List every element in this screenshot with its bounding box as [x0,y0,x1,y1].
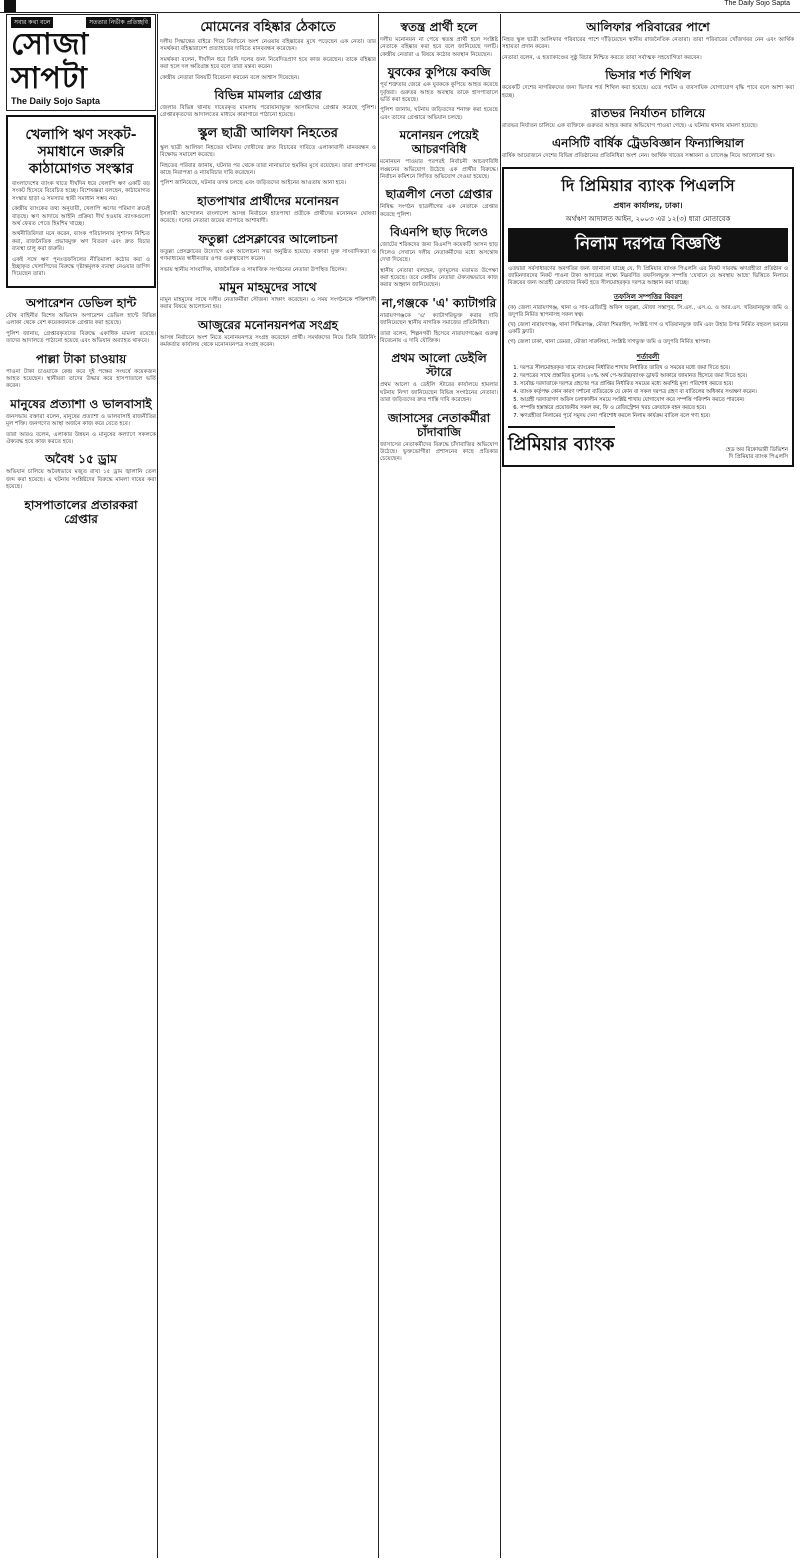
running-head: The Daily Sojo Sapta [724,0,790,7]
terms-item: 4. ব্যাংক কর্তৃপক্ষ কোন কারণ দর্শানো ব্যতিরেকে যে কোন বা সকল দরপত্র গ্রহণ বা বাতিলের অধিকার সংরক্ষণ করেন। [520,389,788,396]
article [12,127,150,279]
article-headline: স্কুল ছাত্রী আলিফা নিহতের [198,125,338,141]
article [502,106,794,130]
top-rule [0,0,800,13]
article-headline: বিভিন্ন মামলার গ্রেপ্তার [214,88,322,103]
article-headline: মোমেনের বহিষ্কার ঠেকাতে [200,20,336,35]
article-paragraph: সভায় স্থানীয় সাংবাদিক, রাজনৈতিক ও সামাজিক সংগঠনের নেতারা উপস্থিত ছিলেন। [160,266,347,273]
article [380,225,498,289]
article-headline: ফতুল্লা প্রেসক্লাবের আলোচনা [198,231,338,246]
article-headline: ছাত্রলীগ নেতা গ্রেপ্তার [385,187,493,202]
article [502,68,794,100]
article [160,20,376,82]
column-rule [500,14,501,1558]
article [380,411,498,464]
article-paragraph: পুলিশ জানায়, গ্রেপ্তারকৃতদের বিরুদ্ধে একাধিক মামলা রয়েছে। তাদের আদালতে পাঠানো হয়েছে এবং অভিযান অব্যাহত থাকবে। [6,330,156,345]
newspaper-subtitle: The Daily Sojo Sapta [11,96,101,106]
article-headline: মানুষের প্রত্যাশা ও ভালবাসাই [10,396,152,411]
article [380,128,498,181]
article-paragraph: তারা বলেন, শিল্পনগরী হিসেবে নারায়ণগঞ্জের গুরুত্ব বিবেচনায় এ দাবি যৌক্তিক। [380,330,498,344]
article-paragraph: একই সঙ্গে ঋণ পুনঃতফসিলের নীতিমালা কঠোর করা ও ইচ্ছাকৃত খেলাপিদের বিরুদ্ধে দৃষ্টান্তমূলক ব্যবস্থা নেওয়ার তাগিদ দিয়েছেন তারা। [12,256,150,278]
article [160,232,376,274]
article [502,20,794,62]
terms-item: 6. সম্পত্তি হস্তান্তরে প্রয়োজনীয় সকল কর, ফি ও রেজিস্ট্রেশন খরচ ক্রেতাকে বহন করতে হবে। [520,405,788,412]
terms-item: 3. সর্বোচ্চ দরদাতাকে দরপত্র গ্রহণের পত্র প্রাপ্তির নির্ধারিত সময়ের মধ্যে অবশিষ্ট মূল্য পরিশোধ করতে হবে। [520,381,788,388]
article-paragraph: জনসভায় বক্তারা বলেন, মানুষের প্রত্যাশা ও ভালবাসাই রাজনীতির মূল শক্তি। জনগণের আস্থা অর্জনে কাজ করে যেতে হবে। [6,413,156,428]
article-paragraph: কেন্দ্রীয় ব্যাংকের তথ্য অনুযায়ী, খেলাপি ঋণের পরিমাণ ক্রমেই বাড়ছে। ঋণ আদায়ে আইনি প্রক্রিয়া দীর্ঘ হওয়ায় ব্যাংকগুলো অর্থ ফেরত পেতে হিমশিম খাচ্ছে। [12,206,150,228]
article-headline: মনোনয়ন পেয়েই আচরণবিধি [399,128,479,157]
article-paragraph: পাওনা টাকা চাওয়াকে কেন্দ্র করে দুই পক্ষের সংঘর্ষে কয়েকজন আহত হয়েছেন। স্থানীয়রা তাদের উদ্ধার করে হাসপাতালে ভর্তি করেন। [6,368,156,390]
article [380,296,498,346]
article-paragraph: স্থানীয় নেতারা বলছেন, তৃণমূলের মতামত উপেক্ষা করা হয়েছে। তবে কেন্দ্রীয় নেতারা ঐক্যবদ্ধভাবে কাজ করার আহ্বান জানিয়েছেন। [380,267,498,289]
column-1 [6,14,156,1558]
article-paragraph: মামুন মাহমুদের সাথে দলীয় নেতাকর্মীরা সৌজন্য সাক্ষাৎ করেছেন। এ সময় সংগঠনকে শক্তিশালী করার বিষয়ে আলোচনা হয়। [160,296,376,311]
article [160,126,376,188]
article-paragraph: স্কুল ছাত্রী আলিফা নিহতের ঘটনায় দোষীদের দ্রুত বিচারের দাবিতে এলাকাবাসী মানববন্ধন ও বিক্ষোভ সমাবেশ করেছে। [160,144,376,159]
article-paragraph: দলীয় সিদ্ধান্তের বাইরে গিয়ে নির্বাচনে অংশ নেওয়ায় বহিষ্কারের মুখে পড়েছেন এক নেতা। তার সমর্থকরা বহিষ্কারাদেশ প্রত্যাহারের দাবিতে মানববন্ধন করেছেন। [160,39,376,53]
article-headline: রাতভর নির্যাতন চালিয়ে [590,106,706,121]
ad-law-reference: অর্থঋণ আদালত আইন, ২০০৩ এর ১২(৩) ধারা মোতাবেক [565,214,731,223]
article-paragraph: জোটের শরিকদের জন্য বিএনপি কয়েকটি আসন ছাড় দিলেও সেখানে দলীয় নেতাকর্মীদের মধ্যে অসন্তোষ দেখা দিয়েছে। [380,242,498,264]
column-rule [378,14,379,1558]
article-headline: আলিফার পরিবারের পাশে [586,20,710,34]
article-paragraph: নারায়ণগঞ্জকে 'এ' ক্যাটাগরিভুক্ত করার দাবি জানিয়েছেন স্থানীয় নাগরিক সমাজের প্রতিনিধিরা। [380,312,498,327]
article-headline: মামুন মাহমুদের সাথে [219,279,317,294]
column-3 [380,14,498,1558]
article-paragraph: রাতভর নির্যাতন চালিয়ে এক ব্যক্তিকে গুরুতর আহত করার অভিযোগ পাওয়া গেছে। এ ঘটনায় থানায় মামলা হয়েছে। [502,123,758,130]
article-paragraph: প্রথম আলো ও ডেইলি স্টারের কার্যালয়ে হামলার ঘটনায় নিন্দা জানিয়েছেন বিভিন্ন সংগঠনের নেতারা। তারা জড়িতদের দ্রুত শাস্তি দাবি করেছেন। [380,382,498,404]
article-headline: অবৈধ ১৫ ড্রাম [45,452,117,467]
ad-title-banner: নিলাম দরপত্র বিজ্ঞপ্তি [508,228,788,262]
article-paragraph: বাংলাদেশের ব্যাংক খাতে দীর্ঘদিন ধরে খেলাপি ঋণ একটি বড় সংকট হিসেবে বিবেচিত হচ্ছে। বিশেষজ্ঞরা বলছেন, কাঠামোগত সংস্কার ছাড়া এ সমস্যার স্থায়ী সমাধান সম্ভব নয়। [12,181,150,202]
newspaper-logo: সোজা সাপটা [11,27,90,96]
article-paragraph: মনোনয়ন পাওয়ার পরপরই নির্বাচনী আচরণবিধি লঙ্ঘনের অভিযোগ উঠেছে এক প্রার্থীর বিরুদ্ধে। নির্বাচন কমিশনে লিখিত অভিযোগ দেওয়া হয়েছে। [380,159,498,181]
article-headline: জাসাসের নেতাকর্মীরা চাঁদাবাজি [387,410,491,439]
ad-schedule-heading: তফসিল সম্পত্তির বিবরণ [613,292,683,301]
ad-bank-name: দি প্রিমিয়ার ব্যাংক পিএলসি [561,175,735,195]
article-headline: আজুরের মনোনয়নপত্র সংগ্রহ [198,317,338,332]
article-headline: ভিসার শর্ত শিথিল [605,68,691,83]
article [6,452,156,491]
article-paragraph: পূর্ব শত্রুতার জেরে এক যুবককে কুপিয়ে আহত করেছে দুর্বৃত্তরা। গুরুতর আহত অবস্থায় তাকে হাসপাতালে ভর্তি করা হয়েছে। [380,82,498,104]
article-headline: অপারেশন ডেভিল হান্ট [25,295,137,310]
ad-terms-list [508,365,788,420]
article-paragraph: ফতুল্লা প্রেসক্লাবের উদ্যোগে এক আলোচনা সভা অনুষ্ঠিত হয়েছে। বক্তারা মুক্ত সাংবাদিকতা ও গণমাধ্যমের স্বাধীনতার ওপর গুরুত্বারোপ করেন। [160,248,376,263]
article-paragraph: বার্ষিক আয়োজনে দেশের বিভিন্ন প্রতিষ্ঠানের প্রতিনিধিরা অংশ নেন। আর্থিক খাতের সম্ভাবনা ও চ্যালেঞ্জ নিয়ে আলোচনা হয়। [502,153,775,160]
article-paragraph: দলীয় মনোনয়ন না পেয়ে স্বতন্ত্র প্রার্থী হলে সংশ্লিষ্ট নেতাকে বহিষ্কার করা হবে বলে জানিয়েছে দলটি। কেন্দ্রীয় নেতারা এ বিষয়ে কঠোর অবস্থান নিয়েছেন। [380,37,498,58]
ad-signer: হেড অব রিকোভারী ডিভিশন দি প্রিমিয়ার ব্যাংক পিএলসি [725,446,788,460]
article [6,296,156,346]
ad-signature-block [508,426,788,461]
schedule-item: (খ) জেলা নারায়ণগঞ্জ, থানা সিদ্ধিরগঞ্জ, মৌজা শিমরাইল, সংশ্লিষ্ট দাগ ও খতিয়ানভুক্ত জমি এবং উহার উপর নির্মিত বহুতল ভবনের একটি ফ্ল্যাট। [508,321,788,335]
bank-logo: প্রিমিয়ার ব্যাংক [508,426,615,461]
article [160,318,376,350]
terms-item: 5. আগ্রহী দরদাতাগণ অফিস চলাকালীন সময়ে সংশ্লিষ্ট শাখায় যোগাযোগ করে সম্পত্তি পরিদর্শন করতে পারবেন। [520,397,788,404]
article-paragraph: পুলিশ জানায়, ঘটনায় জড়িতদের শনাক্ত করা হয়েছে এবং তাদের গ্রেপ্তারে অভিযান চলছে। [380,107,498,121]
article [160,194,376,226]
lead-article-box [6,115,156,288]
article-headline: হাসপাতালের প্রতারকরা গ্রেপ্তার [24,497,138,526]
article [160,88,376,120]
article-headline: বিএনপি ছাড় দিলেও [390,225,488,240]
article-paragraph: জাসাসের নেতাকর্মীদের বিরুদ্ধে চাঁদাবাজির অভিযোগ উঠেছে। ভুক্তভোগীরা প্রশাসনের কাছে প্রতিকার চেয়েছেন। [380,441,498,463]
ad-terms-heading: শর্তাবলী [636,352,660,361]
article-paragraph: নেতারা বলেন, এ হত্যাকাণ্ডের সুষ্ঠু বিচার নিশ্চিত করতে তারা সর্বাত্মক সহযোগিতা করবেন। [502,54,702,61]
schedule-item: (গ) জেলা ঢাকা, থানা ডেমরা, মৌজা সারুলিয়া, সংশ্লিষ্ট দাগভুক্ত জমি ও তদুপরি নির্মিত স্থাপনা। [508,338,711,345]
article-paragraph: সমর্থকরা বলেন, দীর্ঘদিন ধরে তিনি দলের জন্য নিবেদিতপ্রাণ হয়ে কাজ করেছেন। তাকে বহিষ্কার করা হলে দল ক্ষতিগ্রস্ত হবে বলে তারা মন্তব্য করেন। [160,56,376,71]
article-headline: এনসিটি বার্ষিক ট্রেডবিজ্ঞান ফিন্যান্সিয়াল [552,136,744,151]
article-paragraph: কয়েকটি দেশের নাগরিকদের জন্য ভিসার শর্ত শিথিল করা হয়েছে। এতে পর্যটন ও ব্যবসায়িক যোগাযোগ বৃদ্ধি পাবে বলে আশা করা হচ্ছে। [502,85,794,99]
article-paragraph: অভিযান চালিয়ে অবৈধভাবে মজুত রাখা ১৫ ড্রাম জ্বালানি তেল জব্দ করা হয়েছে। এ ঘটনায় সংশ্লিষ্টদের বিরুদ্ধে মামলা দায়ের করা হয়েছে। [6,469,156,491]
article-headline: খেলাপি ঋণ সংকট-সমাধানে জরুরি কাঠামোগত সংস্কার [25,127,137,177]
article-headline: না,গঞ্জকে 'এ' ক্যাটাগরি [381,295,497,310]
article [6,498,156,526]
article [502,136,794,160]
article [160,280,376,312]
article-paragraph: অর্থনীতিবিদরা মনে করেন, ব্যাংক পরিচালনায় সুশাসন নিশ্চিত করা, রাজনৈতিক প্রভাবমুক্ত ঋণ বিতরণ এবং দ্রুত বিচার ব্যবস্থা চালু করা জরুরি। [12,231,150,253]
corner-block [4,0,16,12]
article-paragraph: পুলিশ জানিয়েছে, ঘটনার তদন্ত চলছে এবং জড়িতদের আইনের আওতায় আনা হবে। [160,180,347,187]
article-paragraph: আসন্ন নির্বাচনে অংশ নিতে মনোনয়নপত্র সংগ্রহ করেছেন প্রার্থী। সমর্থকদের নিয়ে তিনি রিটার্নিং কর্মকর্তার কার্যালয় থেকে মনোনয়নপত্র সংগ্রহ করেন। [160,334,376,349]
article-paragraph: নিহতের পরিবার জানায়, ঘটনার পর থেকে তারা নানাভাবে হুমকির মুখে রয়েছেন। তারা প্রশাসনের কাছে নিরাপত্তা ও ন্যায়বিচার দাবি করেছেন। [160,162,376,177]
article-headline: প্রথম আলো ডেইলি স্টারে [391,351,487,380]
article [380,20,498,59]
article-paragraph: ইসলামী আন্দোলন বাংলাদেশ আসন্ন নির্বাচনে হাতপাখা প্রতীকে প্রার্থীদের মনোনয়ন ঘোষণা করেছে। দলের নেতারা জয়ের ব্যাপারে আশাবাদী। [160,210,376,225]
article [6,397,156,447]
column-2 [160,14,376,1558]
article [380,351,498,404]
article-headline: পাল্লা টাকা চাওয়ায় [35,351,127,366]
column-rule [157,14,158,1558]
article-paragraph: নিহত স্কুল ছাত্রী আলিফার পরিবারের পাশে দাঁড়িয়েছেন স্থানীয় রাজনৈতিক নেতারা। তারা পরিবারের খোঁজখবর নেন এবং আর্থিক সহায়তা প্রদান করেন। [502,37,794,51]
masthead [6,14,156,111]
article-paragraph: যৌথ বাহিনীর বিশেষ অভিযান অপারেশন ডেভিল হান্টে বিভিন্ন এলাকা থেকে বেশ কয়েকজনকে গ্রেপ্তার করা হয়েছে। [6,312,156,327]
article-headline: হাতপাখার প্রার্থীদের মনোনয়ন [197,193,339,208]
article-paragraph: নিষিদ্ধ সংগঠন ছাত্রলীগের এক নেতাকে গ্রেপ্তার করেছে পুলিশ। [380,204,498,218]
ad-schedule-list [508,305,788,346]
ad-office: প্রধান কার্যালয়, ঢাকা। [613,200,683,210]
auction-notice-ad [502,167,794,467]
article-headline: যুবকের কুপিয়ে কবজি [387,65,491,80]
article-paragraph: জেলার বিভিন্ন থানায় দায়েরকৃত মামলায় পরোয়ানাভুক্ত আসামিদের গ্রেপ্তার করেছে পুলিশ। গ্রেপ্তারকৃতদের আদালতের মাধ্যমে কারাগারে পাঠানো হয়েছে। [160,105,376,119]
column-4 [502,14,794,1558]
article [380,65,498,122]
article [380,187,498,219]
terms-item: 7. ঋণগ্রহীতা নিলামের পূর্বে সমুদয় দেনা পরিশোধ করলে নিলাম কার্যক্রম বাতিল বলে গণ্য হবে। [520,413,788,420]
article-headline: স্বতন্ত্র প্রার্থী হলে [400,20,478,34]
schedule-item: (ক) জেলা নারায়ণগঞ্জ, থানা ও সাব-রেজিস্ট্রি অফিস ফতুল্লা, মৌজা সস্তাপুর, সি.এস., এস.এ. ও আর.এস. খতিয়ানভুক্ত জমি ও তদুপরি নির্মিত স্থাপনাসহ সকল স্বত্ব। [508,304,788,318]
article-paragraph: তারা আরও বলেন, এলাকার উন্নয়ন ও মানুষের কল্যাণে সকলকে ঐক্যবদ্ধ হয়ে কাজ করতে হবে। [6,431,156,445]
terms-item: 1. দরপত্র সীলমোহরকৃত খামে ব্যাংকের নির্ধারিত শাখায় নির্ধারিত তারিখ ও সময়ের মধ্যে জমা দিতে হবে। [520,365,788,372]
ad-intro: এতদ্বারা সর্বসাধারণের অবগতির জন্য জানানো যাচ্ছে যে, দি প্রিমিয়ার ব্যাংক পিএলসি এর নিকট দায়বদ্ধ ঋণগ্রহীতা প্রতিষ্ঠান ও জামিনদারদের নিকট পাওনা টাকা আদায়ের লক্ষ্যে নিম্নবর্ণিত তফসিলভুক্ত সম্পত্তি 'যেখানে যে অবস্থায় আছে' ভিত্তিতে নিলামে বিক্রয়ের জন্য আগ্রহী ক্রেতাদের নিকট হতে সীলমোহরকৃত দরপত্র আহ্বান করা যাচ্ছে। [508,265,788,286]
masthead-tagline: সবার কথা বলে সততার নির্ভীক প্রতিচ্ছবি [11,17,151,28]
terms-item: 2. দরপত্রের সাথে প্রস্তাবিত মূল্যের ২০% অর্থ পে-অর্ডার/ব্যাংক ড্রাফট আকারে জামানত হিসেবে জমা দিতে হবে। [520,373,788,380]
article-paragraph: কেন্দ্রীয় নেতারা বিষয়টি বিবেচনা করবেন বলে আশ্বাস দিয়েছেন। [160,74,300,81]
article [6,352,156,391]
